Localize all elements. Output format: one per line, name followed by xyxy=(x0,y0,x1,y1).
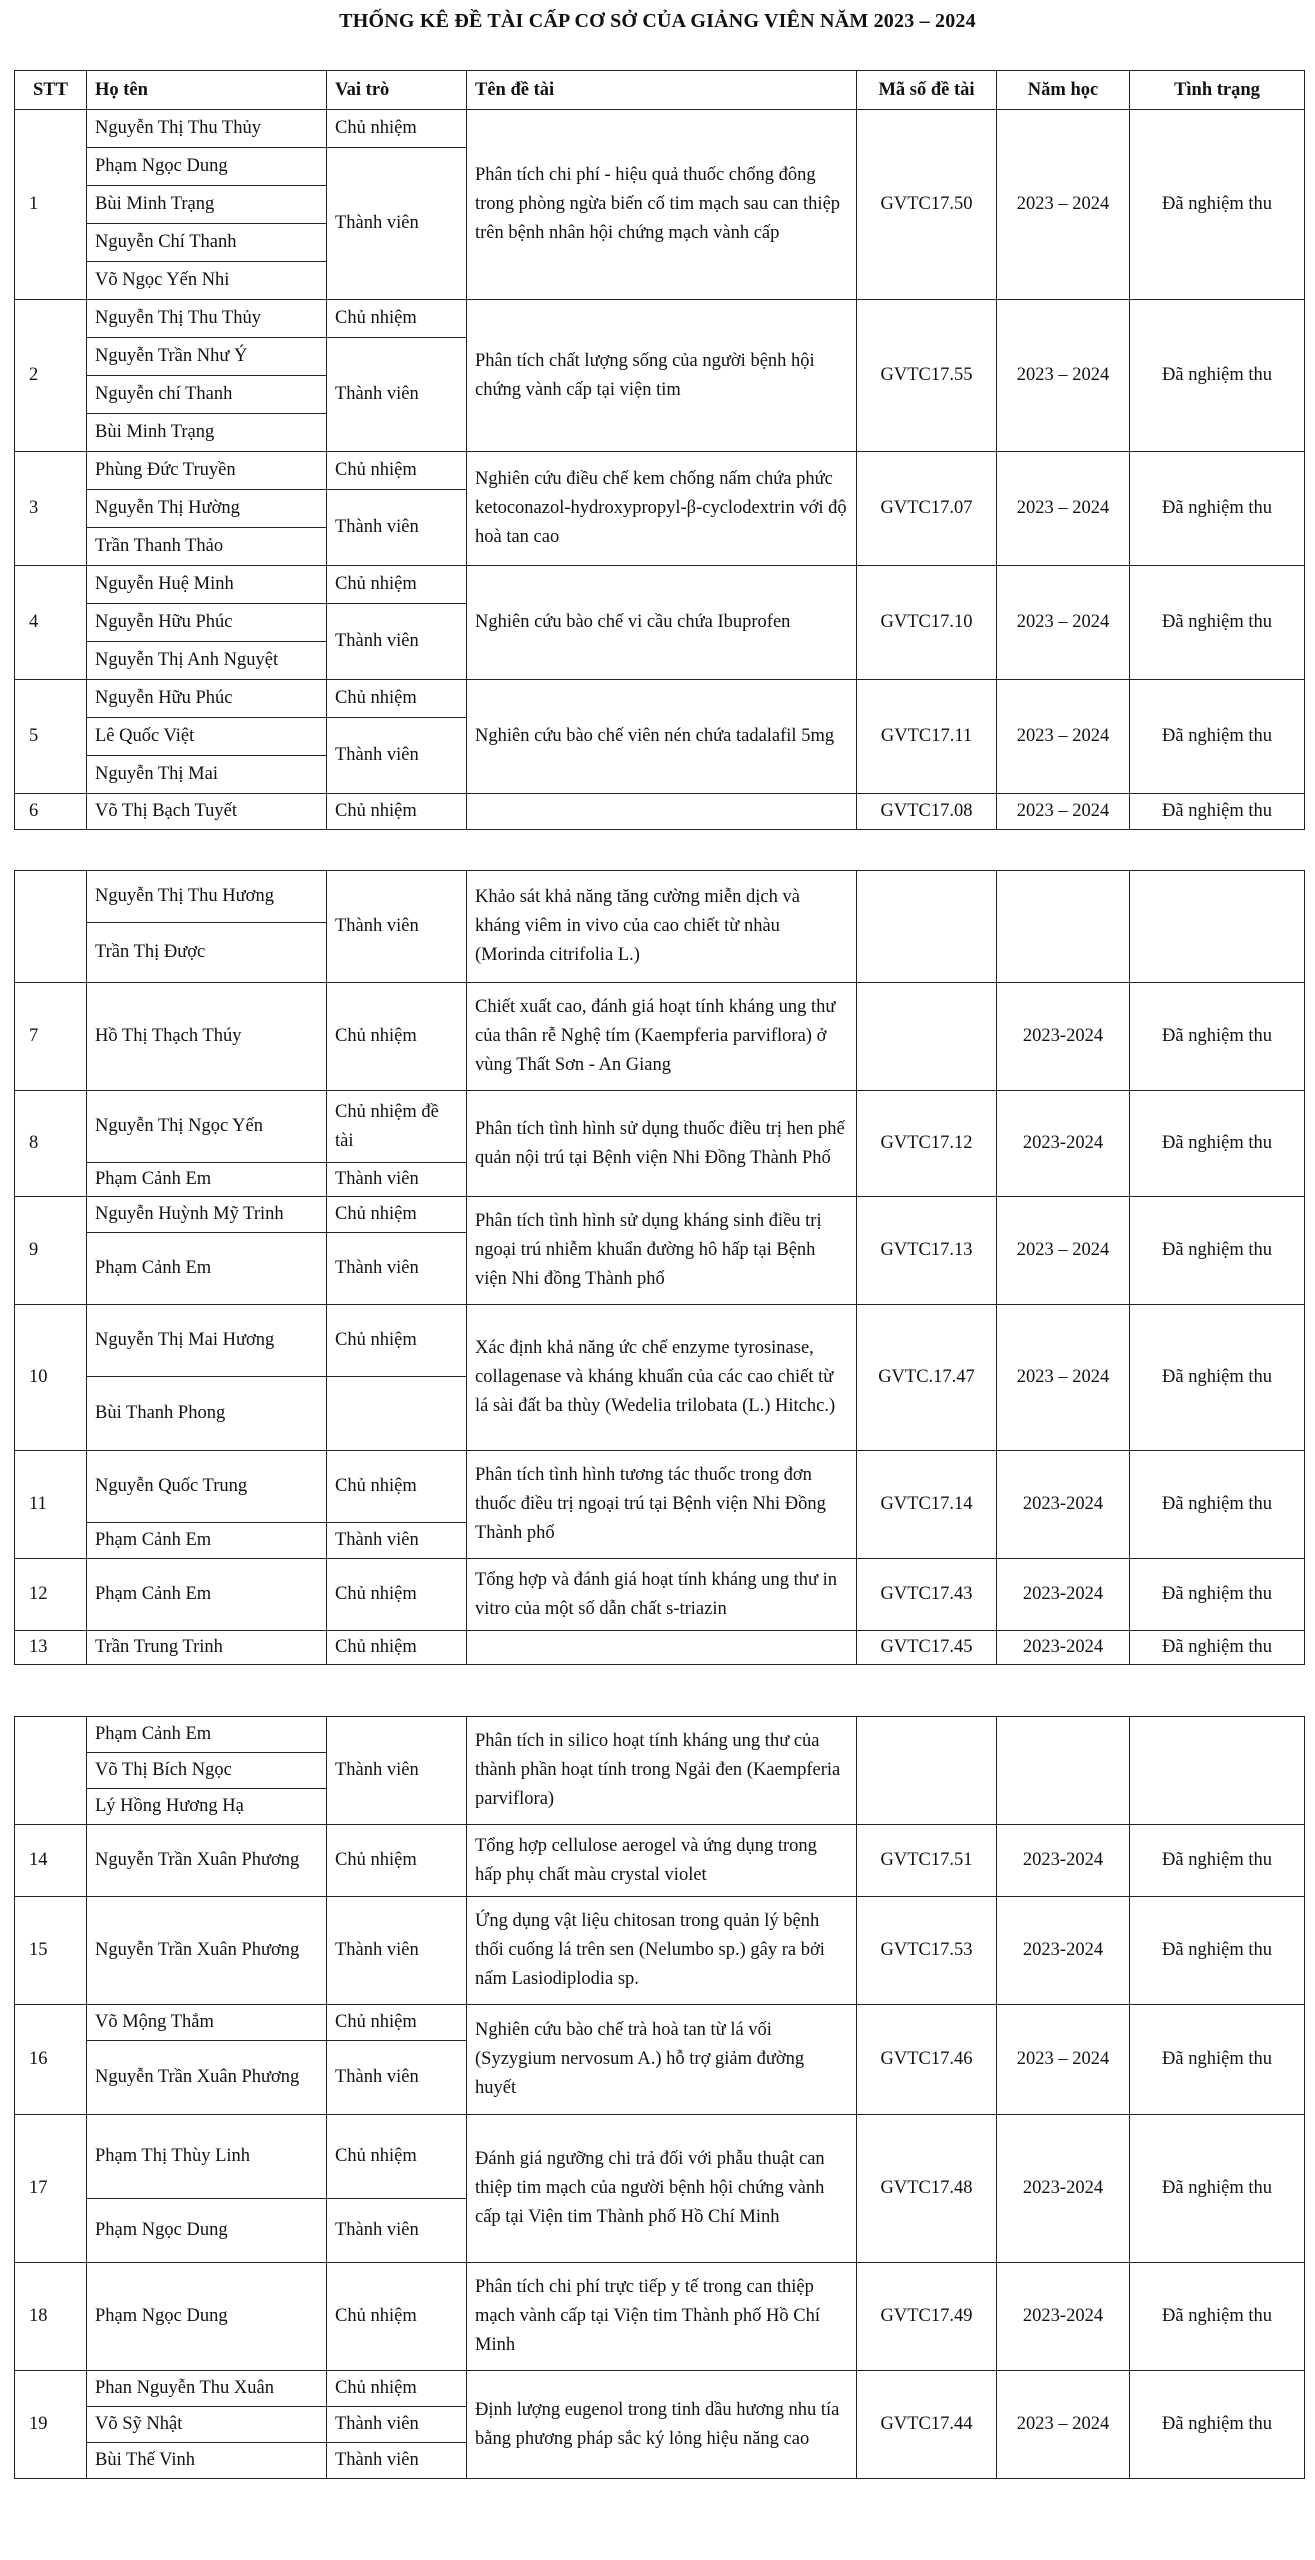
status-text: Đã nghiệm thu xyxy=(1130,1091,1305,1197)
member-name: Võ Thị Bạch Tuyết xyxy=(87,794,327,830)
status-text: Đã nghiệm thu xyxy=(1130,1451,1305,1559)
member-name: Nguyễn Huỳnh Mỹ Trinh xyxy=(87,1197,327,1233)
row-stt: 19 xyxy=(15,2371,87,2479)
topic-code: GVTC17.07 xyxy=(857,452,997,566)
member-name: Lý Hồng Hương Hạ xyxy=(87,1789,327,1825)
member-role: Thành viên xyxy=(327,1163,467,1197)
school-year: 2023-2024 xyxy=(997,1451,1130,1559)
member-name: Nguyễn Hữu Phúc xyxy=(87,604,327,642)
header-year: Năm học xyxy=(997,71,1130,110)
topics-table-1 xyxy=(14,70,1305,830)
school-year: 2023 – 2024 xyxy=(997,2371,1130,2479)
topic-title: Ứng dụng vật liệu chitosan trong quản lý bệnh thối cuống lá trên sen (Nelumbo sp.) gây ra bởi nấm Lasiodiplodia sp. xyxy=(467,1897,857,2005)
status-text: Đã nghiệm thu xyxy=(1130,452,1305,566)
member-name: Nguyễn Trần Xuân Phương xyxy=(87,1897,327,2005)
school-year: 2023 – 2024 xyxy=(997,110,1130,300)
status-text: Đã nghiệm thu xyxy=(1130,566,1305,680)
status-text: Đã nghiệm thu xyxy=(1130,2263,1305,2371)
row-stt: 10 xyxy=(15,1305,87,1451)
school-year: 2023-2024 xyxy=(997,2115,1130,2263)
status-text: Đã nghiệm thu xyxy=(1130,1897,1305,2005)
row-stt: 8 xyxy=(15,1091,87,1197)
member-name: Trần Thanh Thảo xyxy=(87,528,327,566)
member-name: Nguyễn Thị Thu Hương xyxy=(87,871,327,923)
member-name: Phạm Ngọc Dung xyxy=(87,2263,327,2371)
status-text: Đã nghiệm thu xyxy=(1130,300,1305,452)
member-name: Nguyễn Thị Anh Nguyệt xyxy=(87,642,327,680)
topic-code: GVTC.17.47 xyxy=(857,1305,997,1451)
school-year: 2023 – 2024 xyxy=(997,2005,1130,2115)
row-stt: 2 xyxy=(15,300,87,452)
table-row xyxy=(15,1717,1305,1753)
member-name: Nguyễn Thị Thu Thủy xyxy=(87,110,327,148)
member-role: Thành viên xyxy=(327,1233,467,1305)
status-text xyxy=(1130,1717,1305,1825)
school-year: 2023-2024 xyxy=(997,2263,1130,2371)
member-name: Nguyễn Chí Thanh xyxy=(87,224,327,262)
member-name: Phạm Ngọc Dung xyxy=(87,148,327,186)
table-row xyxy=(15,2115,1305,2199)
row-stt: 6 xyxy=(15,794,87,830)
member-role: Thành viên xyxy=(327,490,467,566)
header-stt: STT xyxy=(15,71,87,110)
school-year: 2023-2024 xyxy=(997,1825,1130,1897)
topic-title: Chiết xuất cao, đánh giá hoạt tính kháng ung thư của thân rễ Nghệ tím (Kaempferia parviflora) ở vùng Thất Sơn - An Giang xyxy=(467,983,857,1091)
status-text: Đã nghiệm thu xyxy=(1130,794,1305,830)
member-role: Thành viên xyxy=(327,2199,467,2263)
header-role: Vai trò xyxy=(327,71,467,110)
table-row xyxy=(15,452,1305,490)
topic-code: GVTC17.44 xyxy=(857,2371,997,2479)
topic-code: GVTC17.49 xyxy=(857,2263,997,2371)
member-name: Nguyễn Hữu Phúc xyxy=(87,680,327,718)
status-text: Đã nghiệm thu xyxy=(1130,1559,1305,1631)
table-row xyxy=(15,2371,1305,2407)
table-row xyxy=(15,566,1305,604)
table-block-2 xyxy=(14,870,1304,1665)
table-row xyxy=(15,680,1305,718)
member-role: Thành viên xyxy=(327,604,467,680)
topic-code xyxy=(857,983,997,1091)
school-year: 2023-2024 xyxy=(997,1631,1130,1665)
status-text: Đã nghiệm thu xyxy=(1130,1631,1305,1665)
topics-table-2 xyxy=(14,870,1305,1665)
topic-title: Định lượng eugenol trong tinh dầu hương nhu tía bằng phương pháp sắc ký lỏng hiệu năng cao xyxy=(467,2371,857,2479)
school-year: 2023 – 2024 xyxy=(997,300,1130,452)
row-stt: 1 xyxy=(15,110,87,300)
school-year: 2023 – 2024 xyxy=(997,680,1130,794)
topic-code: GVTC17.46 xyxy=(857,2005,997,2115)
row-stt: 5 xyxy=(15,680,87,794)
table-row xyxy=(15,1825,1305,1897)
row-stt: 11 xyxy=(15,1451,87,1559)
member-role: Thành viên xyxy=(327,718,467,794)
member-role: Chủ nhiệm xyxy=(327,1825,467,1897)
row-stt: 15 xyxy=(15,1897,87,2005)
member-role: Thành viên xyxy=(327,1717,467,1825)
topic-title: Phân tích chi phí trực tiếp y tế trong can thiệp mạch vành cấp tại Viện tim Thành phố Hồ Chí Minh xyxy=(467,2263,857,2371)
member-name: Phùng Đức Truyền xyxy=(87,452,327,490)
table-row xyxy=(15,794,1305,830)
page-title: THỐNG KÊ ĐỀ TÀI CẤP CƠ SỞ CỦA GIẢNG VIÊN NĂM 2023 – 2024 xyxy=(339,10,976,32)
status-text: Đã nghiệm thu xyxy=(1130,1825,1305,1897)
status-text: Đã nghiệm thu xyxy=(1130,2115,1305,2263)
table-row xyxy=(15,1451,1305,1523)
member-name: Trần Thị Được xyxy=(87,923,327,983)
table-row xyxy=(15,2263,1305,2371)
topics-table-3 xyxy=(14,1716,1305,2479)
topic-title: Nghiên cứu bào chế trà hoà tan từ lá vối (Syzygium nervosum A.) hỗ trợ giảm đường huyết xyxy=(467,2005,857,2115)
school-year: 2023 – 2024 xyxy=(997,1305,1130,1451)
table-row xyxy=(15,300,1305,338)
member-name: Nguyễn Trần Như Ý xyxy=(87,338,327,376)
header-name: Họ tên xyxy=(87,71,327,110)
member-name: Nguyễn Huệ Minh xyxy=(87,566,327,604)
member-name: Trần Trung Trinh xyxy=(87,1631,327,1665)
table-row xyxy=(15,1559,1305,1631)
row-stt: 3 xyxy=(15,452,87,566)
member-name: Nguyễn Trần Xuân Phương xyxy=(87,1825,327,1897)
row-stt: 14 xyxy=(15,1825,87,1897)
row-stt: 9 xyxy=(15,1197,87,1305)
table-row xyxy=(15,1897,1305,2005)
status-text: Đã nghiệm thu xyxy=(1130,2371,1305,2479)
topic-title: Đánh giá ngưỡng chi trả đối với phẫu thuật can thiệp tim mạch của người bệnh hội chứng vành cấp tại Viện tim Thành phố Hồ Chí Minh xyxy=(467,2115,857,2263)
topic-code xyxy=(857,1717,997,1825)
topic-code: GVTC17.50 xyxy=(857,110,997,300)
member-role: Chủ nhiệm xyxy=(327,1451,467,1523)
member-role: Thành viên xyxy=(327,1523,467,1559)
topic-title: Nghiên cứu điều chế kem chống nấm chứa phức ketoconazol-hydroxypropyl-β-cyclodextrin với độ hoà tan cao xyxy=(467,452,857,566)
topic-code: GVTC17.45 xyxy=(857,1631,997,1665)
school-year: 2023-2024 xyxy=(997,983,1130,1091)
member-name: Phạm Cảnh Em xyxy=(87,1163,327,1197)
topic-title: Nghiên cứu bào chế vi cầu chứa Ibuprofen xyxy=(467,566,857,680)
member-name: Nguyễn Thị Thu Thủy xyxy=(87,300,327,338)
topic-code: GVTC17.11 xyxy=(857,680,997,794)
member-name: Phạm Ngọc Dung xyxy=(87,2199,327,2263)
table-block-3 xyxy=(14,1716,1304,2479)
member-name: Nguyễn Thị Hường xyxy=(87,490,327,528)
member-role: Thành viên xyxy=(327,338,467,452)
topic-code: GVTC17.43 xyxy=(857,1559,997,1631)
topic-title xyxy=(467,794,857,830)
member-role: Chủ nhiệm xyxy=(327,300,467,338)
member-name: Võ Sỹ Nhật xyxy=(87,2407,327,2443)
member-role: Chủ nhiệm xyxy=(327,680,467,718)
status-text: Đã nghiệm thu xyxy=(1130,983,1305,1091)
member-name: Nguyễn chí Thanh xyxy=(87,376,327,414)
member-role: Thành viên xyxy=(327,2443,467,2479)
row-stt xyxy=(15,871,87,983)
member-name: Võ Mộng Thắm xyxy=(87,2005,327,2041)
row-stt: 17 xyxy=(15,2115,87,2263)
member-name: Võ Ngọc Yến Nhi xyxy=(87,262,327,300)
member-name: Nguyễn Thị Mai Hương xyxy=(87,1305,327,1377)
member-name: Bùi Minh Trạng xyxy=(87,186,327,224)
topic-code: GVTC17.12 xyxy=(857,1091,997,1197)
member-role: Chủ nhiệm xyxy=(327,1197,467,1233)
topic-title xyxy=(467,1631,857,1665)
member-role: Thành viên xyxy=(327,2407,467,2443)
member-role: Thành viên xyxy=(327,871,467,983)
table-row xyxy=(15,871,1305,923)
status-text: Đã nghiệm thu xyxy=(1130,2005,1305,2115)
topic-code xyxy=(857,871,997,983)
member-role: Chủ nhiệm xyxy=(327,1631,467,1665)
school-year xyxy=(997,871,1130,983)
status-text: Đã nghiệm thu xyxy=(1130,1305,1305,1451)
member-role: Thành viên xyxy=(327,2041,467,2115)
topic-code: GVTC17.13 xyxy=(857,1197,997,1305)
member-name: Nguyễn Thị Mai xyxy=(87,756,327,794)
school-year: 2023-2024 xyxy=(997,1897,1130,2005)
topic-code: GVTC17.14 xyxy=(857,1451,997,1559)
member-name: Phạm Cảnh Em xyxy=(87,1717,327,1753)
status-text: Đã nghiệm thu xyxy=(1130,110,1305,300)
row-stt: 4 xyxy=(15,566,87,680)
member-name: Võ Thị Bích Ngọc xyxy=(87,1753,327,1789)
topic-code: GVTC17.51 xyxy=(857,1825,997,1897)
member-name: Phạm Cảnh Em xyxy=(87,1233,327,1305)
member-role: Chủ nhiệm xyxy=(327,2005,467,2041)
member-name: Phạm Cảnh Em xyxy=(87,1523,327,1559)
topic-title: Xác định khả năng ức chế enzyme tyrosinase, collagenase và kháng khuẩn của các cao chiết từ lá sài đất ba thùy (Wedelia trilobata (L.) Hitchc.) xyxy=(467,1305,857,1451)
topic-title: Phân tích chi phí - hiệu quả thuốc chống đông trong phòng ngừa biến cố tim mạch sau can thiệp trên bệnh nhân hội chứng mạch vành cấp xyxy=(467,110,857,300)
table-row xyxy=(15,1305,1305,1377)
school-year: 2023 – 2024 xyxy=(997,452,1130,566)
topic-title: Phân tích tình hình sử dụng thuốc điều trị hen phế quản nội trú tại Bệnh viện Nhi Đồng Thành Phố xyxy=(467,1091,857,1197)
member-name: Bùi Thanh Phong xyxy=(87,1377,327,1451)
topic-title: Phân tích tình hình sử dụng kháng sinh điều trị ngoại trú nhiễm khuẩn đường hô hấp tại Bệnh viện Nhi đồng Thành phố xyxy=(467,1197,857,1305)
header-topic: Tên đề tài xyxy=(467,71,857,110)
member-name: Phạm Thị Thùy Linh xyxy=(87,2115,327,2199)
row-stt xyxy=(15,1717,87,1825)
member-name: Nguyễn Thị Ngọc Yến xyxy=(87,1091,327,1163)
member-role: Chủ nhiệm xyxy=(327,2115,467,2199)
member-role: Chủ nhiệm xyxy=(327,452,467,490)
member-name: Lê Quốc Việt xyxy=(87,718,327,756)
member-name: Hồ Thị Thạch Thúy xyxy=(87,983,327,1091)
topic-title: Tổng hợp cellulose aerogel và ứng dụng trong hấp phụ chất màu crystal violet xyxy=(467,1825,857,1897)
table-block-1 xyxy=(14,70,1304,830)
table-row xyxy=(15,1091,1305,1163)
member-name: Phan Nguyễn Thu Xuân xyxy=(87,2371,327,2407)
row-stt: 12 xyxy=(15,1559,87,1631)
member-role: Chủ nhiệm xyxy=(327,983,467,1091)
member-name: Bùi Minh Trạng xyxy=(87,414,327,452)
row-stt: 13 xyxy=(15,1631,87,1665)
school-year xyxy=(997,1717,1130,1825)
member-role: Chủ nhiệm xyxy=(327,110,467,148)
status-text: Đã nghiệm thu xyxy=(1130,680,1305,794)
member-role: Chủ nhiệm đề tài xyxy=(327,1091,467,1163)
topic-title: Phân tích in silico hoạt tính kháng ung thư của thành phần hoạt tính trong Ngải đen (Kaempferia parviflora) xyxy=(467,1717,857,1825)
table-header-row xyxy=(15,71,1305,110)
topic-code: GVTC17.55 xyxy=(857,300,997,452)
school-year: 2023 – 2024 xyxy=(997,794,1130,830)
topic-code: GVTC17.48 xyxy=(857,2115,997,2263)
table-row xyxy=(15,110,1305,148)
member-role: Chủ nhiệm xyxy=(327,566,467,604)
topic-title: Nghiên cứu bào chế viên nén chứa tadalafil 5mg xyxy=(467,680,857,794)
school-year: 2023 – 2024 xyxy=(997,1197,1130,1305)
topic-code: GVTC17.08 xyxy=(857,794,997,830)
member-name: Bùi Thế Vinh xyxy=(87,2443,327,2479)
table-row xyxy=(15,1631,1305,1665)
member-name: Nguyễn Quốc Trung xyxy=(87,1451,327,1523)
school-year: 2023-2024 xyxy=(997,1559,1130,1631)
member-role: Chủ nhiệm xyxy=(327,1305,467,1377)
member-role: Chủ nhiệm xyxy=(327,2371,467,2407)
topic-code: GVTC17.53 xyxy=(857,1897,997,2005)
topic-title: Phân tích tình hình tương tác thuốc trong đơn thuốc điều trị ngoại trú tại Bệnh viện Nhi Đồng Thành phố xyxy=(467,1451,857,1559)
table-row xyxy=(15,983,1305,1091)
member-name: Phạm Cảnh Em xyxy=(87,1559,327,1631)
header-status: Tình trạng xyxy=(1130,71,1305,110)
member-role: Chủ nhiệm xyxy=(327,794,467,830)
member-name: Nguyễn Trần Xuân Phương xyxy=(87,2041,327,2115)
member-role: Chủ nhiệm xyxy=(327,2263,467,2371)
topic-title: Phân tích chất lượng sống của người bệnh hội chứng vành cấp tại viện tim xyxy=(467,300,857,452)
status-text xyxy=(1130,871,1305,983)
member-role xyxy=(327,1377,467,1451)
topic-code: GVTC17.10 xyxy=(857,566,997,680)
school-year: 2023 – 2024 xyxy=(997,566,1130,680)
header-code: Mã số đề tài xyxy=(857,71,997,110)
row-stt: 7 xyxy=(15,983,87,1091)
table-row xyxy=(15,2005,1305,2041)
member-role: Thành viên xyxy=(327,1897,467,2005)
school-year: 2023-2024 xyxy=(997,1091,1130,1197)
table-row xyxy=(15,1197,1305,1233)
row-stt: 16 xyxy=(15,2005,87,2115)
topic-title: Tổng hợp và đánh giá hoạt tính kháng ung thư in vitro của một số dẫn chất s-triazin xyxy=(467,1559,857,1631)
status-text: Đã nghiệm thu xyxy=(1130,1197,1305,1305)
row-stt: 18 xyxy=(15,2263,87,2371)
topic-title: Khảo sát khả năng tăng cường miễn dịch và kháng viêm in vivo của cao chiết từ nhàu (Morinda citrifolia L.) xyxy=(467,871,857,983)
member-role: Chủ nhiệm xyxy=(327,1559,467,1631)
member-role: Thành viên xyxy=(327,148,467,300)
